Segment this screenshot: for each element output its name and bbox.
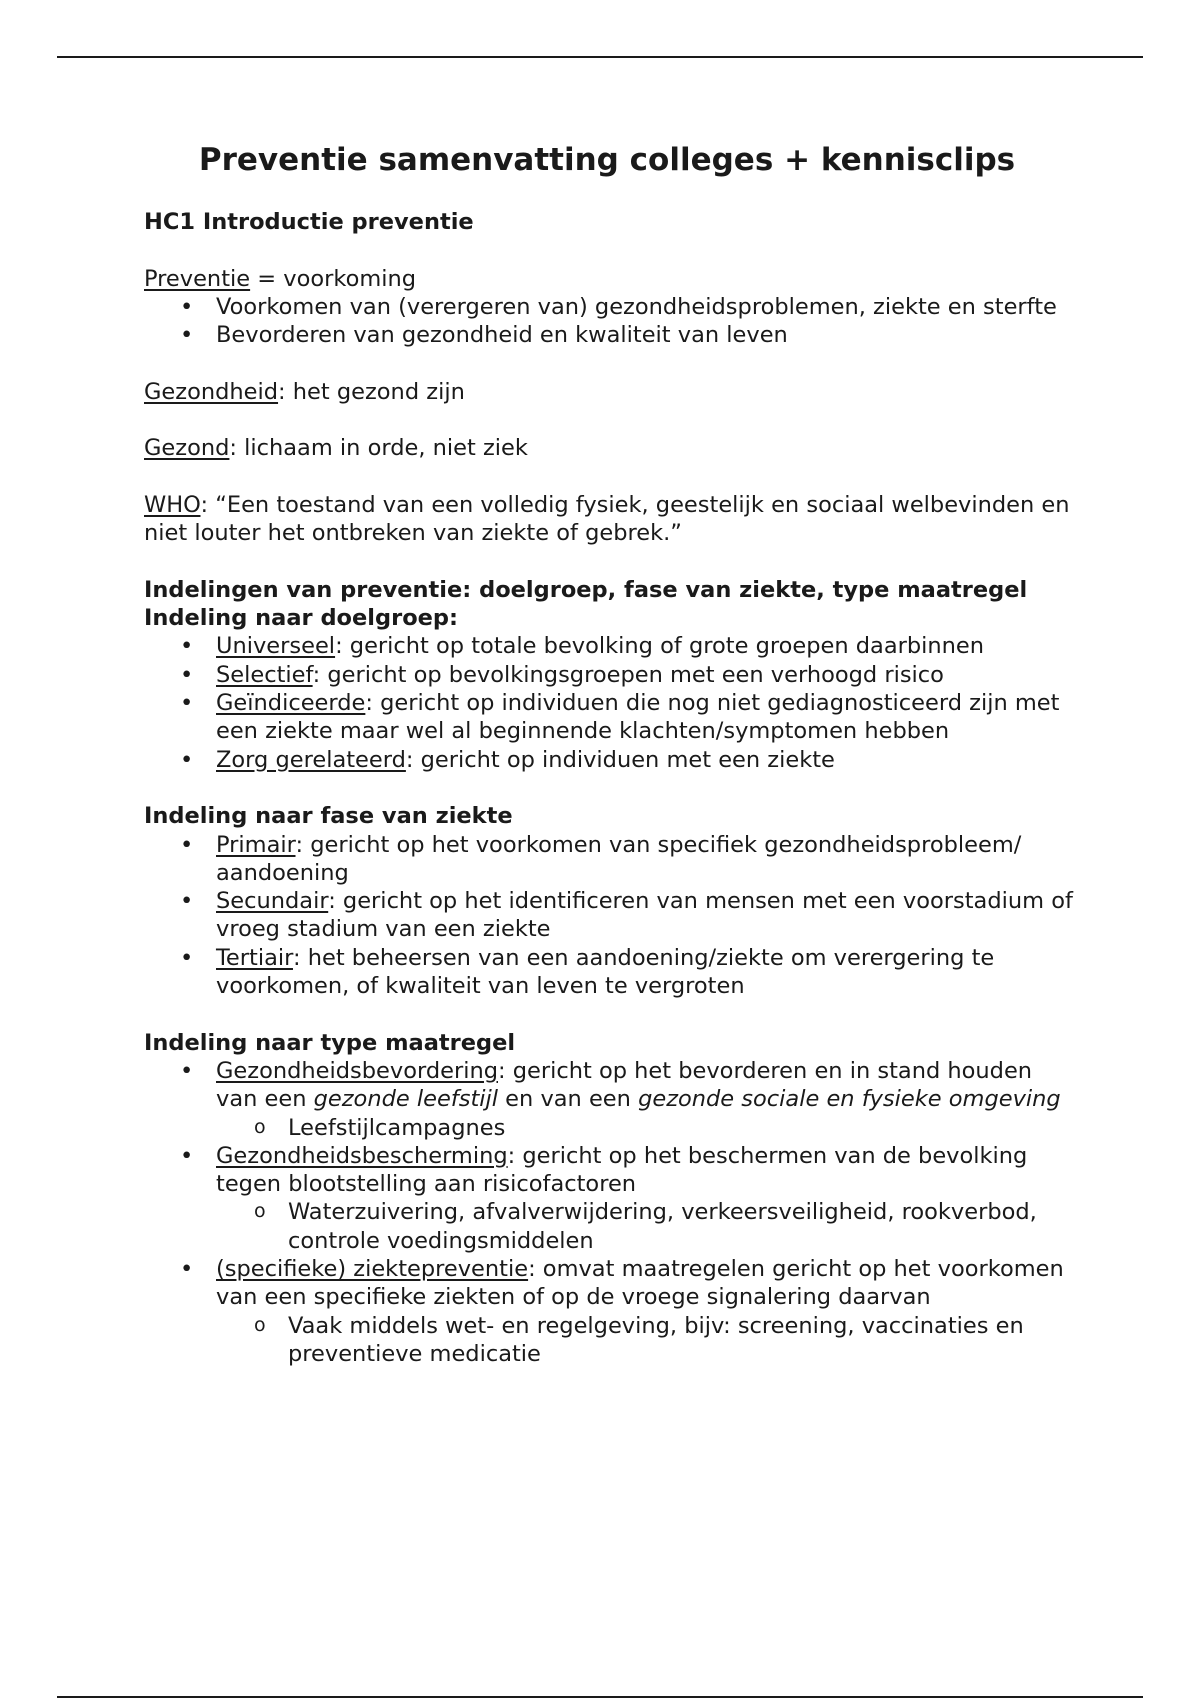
sub-list xyxy=(216,1312,1074,1369)
list-item: • Zorg gerelateerd: gericht op individuen met een ziekte xyxy=(144,746,1074,774)
doelgroep-list xyxy=(144,632,1074,773)
footer-rule xyxy=(57,1696,1143,1698)
section-heading: HC1 Introductie preventie xyxy=(144,209,474,235)
sub-list-item: o Waterzuivering, afvalverwijdering, verkeersveiligheid, rookverbod, controle voedingsmiddelen xyxy=(216,1198,1074,1255)
definition-preventie: Preventie = voorkoming xyxy=(144,265,417,292)
sub-list-item: o Leefstijlcampagnes xyxy=(216,1114,1074,1142)
list-item: • (specifieke) ziektepreventie: omvat maatregelen gericht op het voorkomen van een specifieke ziekten of op de vroege signalering daarvan o Vaak middels wet- en regelgeving, bijv: screening, vaccinaties en preventieve medicatie xyxy=(144,1255,1074,1368)
list-item: • Selectief: gericht op bevolkingsgroepen met een verhoogd risico xyxy=(144,661,1074,689)
sub-list-item: o Vaak middels wet- en regelgeving, bijv: screening, vaccinaties en preventieve medicatie xyxy=(216,1312,1074,1369)
term-preventie: Preventie xyxy=(144,265,251,292)
fase-heading: Indeling naar fase van ziekte xyxy=(144,803,513,830)
list-item: • Gezondheidsbevordering: gericht op het bevorderen en in stand houden van een gezonde leefstijl en van een gezonde sociale en fysieke omgeving o Leefstijlcampagnes xyxy=(144,1057,1074,1142)
header-rule xyxy=(57,56,1143,58)
list-item: • Voorkomen van (verergeren van) gezondheidsproblemen, ziekte en sterfte xyxy=(144,293,1074,321)
maatregel-heading: Indeling naar type maatregel xyxy=(144,1029,516,1056)
sub-list xyxy=(216,1198,1074,1255)
list-item: • Primair: gericht op het voorkomen van specifiek gezondheidsprobleem/ aandoening xyxy=(144,831,1074,888)
list-item: • Gezondheidsbescherming: gericht op het beschermen van de bevolking tegen blootstelling aan risicofactoren o Waterzuivering, afvalverwijdering, verkeersveiligheid, rookverbod, controle voedingsmiddelen xyxy=(144,1142,1074,1255)
document-title: Preventie samenvatting colleges + kennisclips xyxy=(198,142,1016,178)
term-gezond: Gezond xyxy=(144,435,230,462)
definition-gezondheid: Gezondheid: het gezond zijn xyxy=(144,378,465,405)
list-item: • Tertiair: het beheersen van een aandoening/ziekte om verergering te voorkomen, of kwaliteit van leven te vergroten xyxy=(144,944,1074,1001)
definition-who: WHO: “Een toestand van een volledig fysiek, geestelijk en sociaal welbevinden en niet louter het ontbreken van ziekte of gebrek.” xyxy=(144,491,1070,547)
list-item: • Bevorderen van gezondheid en kwaliteit van leven xyxy=(144,321,1074,349)
sub-list xyxy=(216,1114,1074,1142)
term-gezondheid: Gezondheid xyxy=(144,378,279,405)
term-who: WHO xyxy=(144,491,201,518)
fase-list xyxy=(144,831,1074,1001)
list-item: • Universeel: gericht op totale bevolking of grote groepen daarbinnen xyxy=(144,632,1074,660)
maatregel-list xyxy=(144,1057,1074,1368)
preventie-list xyxy=(144,293,1074,350)
document-page xyxy=(144,140,1074,1368)
list-item: • Secundair: gericht op het identificeren van mensen met een voorstadium of vroeg stadium van een ziekte xyxy=(144,887,1074,944)
indelingen-heading: Indelingen van preventie: doelgroep, fase van ziekte, type maatregel xyxy=(144,576,1028,603)
definition-gezond: Gezond: lichaam in orde, niet ziek xyxy=(144,435,528,462)
list-item: • Geïndiceerde: gericht op individuen die nog niet gediagnosticeerd zijn met een ziekte maar wel al beginnende klachten/symptomen hebben xyxy=(144,689,1074,746)
doelgroep-heading: Indeling naar doelgroep: xyxy=(144,605,459,632)
